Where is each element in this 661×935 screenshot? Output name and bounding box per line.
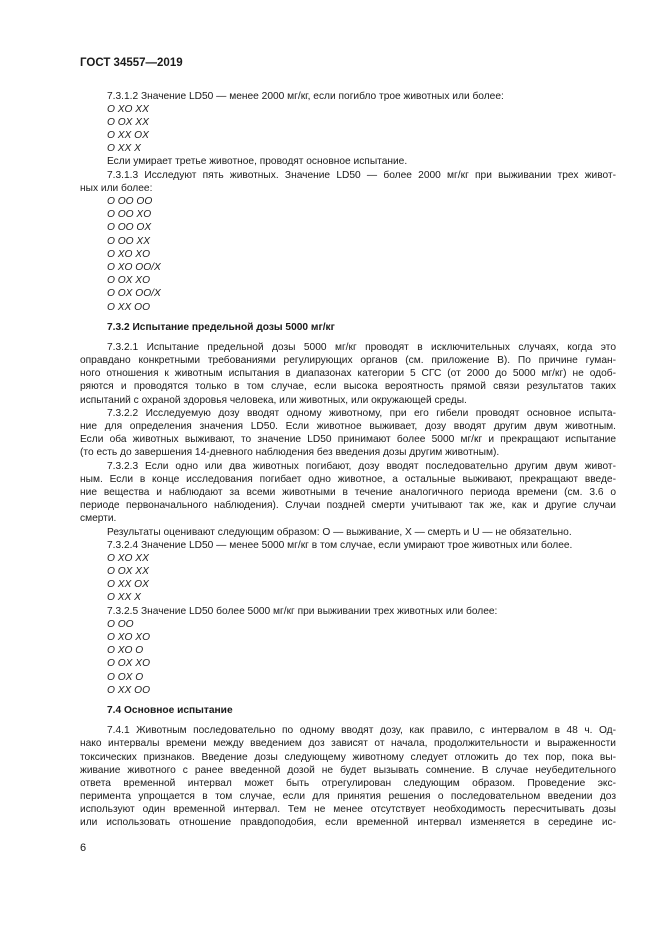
sequence-line: O OX OO/X — [107, 288, 161, 300]
sequence-line: O XO O — [107, 645, 144, 657]
text-line: Если умирает третье животное, проводят основное испытание. — [107, 156, 408, 168]
text-line: ние вещества и наблюдают за всеми животными в течение аналогичного периода времени (см. 3.6 о — [80, 486, 616, 498]
sequence-line: O XX X — [107, 143, 141, 155]
text-line: смерти. — [80, 513, 117, 525]
sequence-line: O XX OO — [107, 301, 151, 313]
text-line: ного отношения к животным испытания в диапазонах категории 5 СГС (от 2000 до 5000 мг/кг) не одоб- — [80, 368, 616, 380]
text-line: ных или более: — [80, 182, 153, 194]
sequence-line: O OO OX — [107, 222, 152, 234]
document-body — [80, 90, 616, 830]
sequence-line: O OX XX — [107, 116, 149, 128]
text-line: (то есть до завершения 14-дневного наблюдения без введения дозы другим животным). — [80, 447, 500, 459]
text-line: токсических признаков. Введение дозы следующему животному следует отложить до тех пор, пока вы- — [80, 751, 616, 763]
sequence-line: O XO XX — [107, 552, 149, 564]
text-line: ным. Если в конце исследования погибает одно животное, а остальные выживают, прекращают введе- — [80, 473, 616, 485]
text-line: 7.3.2.3 Если одно или два животных погибают, дозу вводят последовательно другим двум живот- — [107, 460, 616, 472]
sequence-line: O XX OO — [107, 684, 151, 696]
sequence-line: O OX XO — [107, 275, 151, 287]
text-line: ряются и проводятся только в том случае, если высока вероятность прямой связи результатов таких — [80, 381, 616, 393]
sequence-line: O XO OO/X — [107, 261, 161, 273]
sequence-line: O XO XO — [107, 632, 151, 643]
text-line: нако интервалы времени между введением доз зависят от начала, продолжительности и выраженности — [80, 738, 616, 750]
sequence-line: O XX OX — [107, 130, 149, 142]
text-line: испытаний с охраной здоровья человека, или животных, или окружающей среды. — [80, 394, 467, 406]
sequence-line: O OX XO — [107, 658, 151, 670]
sequence-line: O OO — [107, 618, 134, 630]
text-line: оправдано конкретными требованиями регулирующих органов (см. приложение В). По причине гуман- — [80, 355, 616, 367]
text-line: 7.3.1.3 Исследуют пять животных. Значение LD50 — более 2000 мг/кг при выживании трех живот- — [107, 169, 616, 181]
text-line: периоде первоначального наблюдения). Случаи поздней смерти учитывают так же, как и другие случаи — [80, 500, 616, 512]
sequence-line: O XO XO — [107, 248, 151, 260]
document-header: ГОСТ 34557—2019 — [80, 57, 183, 69]
page-number: 6 — [80, 842, 87, 854]
text-line: 7.3.2.4 Значение LD50 — менее 5000 мг/кг в том случае, если умирают трое животных или более. — [107, 539, 573, 551]
text-line: или использовать отношение правдоподобия, если временной интервал изменяется в середине ис- — [80, 817, 616, 829]
text-line: ние для определения значения LD50. Если животное выживает, дозу вводят другим двум животным. — [80, 421, 616, 432]
text-line: 7.3.2.5 Значение LD50 более 5000 мг/кг при выживании трех животных или более: — [107, 605, 498, 617]
text-line: 7.4.1 Животным последовательно по одному вводят дозу, как правило, с интервалом в 48 ч. Од- — [107, 725, 616, 737]
text-line: Результаты оценивают следующим образом: O — выживание, X — смерть и U — не обязательно. — [107, 526, 572, 538]
text-line: используют один временной интервал. Тем не менее отсутствует необходимость пересчитывать дозы — [80, 804, 616, 816]
text-line: Если оба животных выживают, то значение LD50 принимают более 5000 мг/кг и прекращают испытание — [80, 434, 616, 446]
sequence-line: O OO XO — [107, 209, 152, 221]
text-line: 7.3.1.2 Значение LD50 — менее 2000 мг/кг, если погибло трое животных или более: — [107, 90, 504, 102]
text-line: ответа временной интервал может быть отрегулирован следующим образом. Проведение экс- — [80, 777, 616, 789]
sequence-line: O XX OX — [107, 579, 149, 591]
sequence-line: O XO XX — [107, 103, 149, 115]
sequence-line: O OX XX — [107, 566, 149, 578]
text-line: 7.3.2.1 Испытание предельной дозы 5000 мг/кг проводят в исключительных случаях, когда это — [107, 341, 616, 353]
section-heading: 7.3.2 Испытание предельной дозы 5000 мг/кг — [107, 321, 335, 333]
section-heading: 7.4 Основное испытание — [107, 704, 233, 716]
sequence-line: O OO OO — [107, 196, 153, 207]
text-line: живание животного с ранее введенной дозой не будет вызывать сомнение. В случае неубедительного — [80, 764, 616, 776]
sequence-line: O OO XX — [107, 235, 151, 247]
sequence-line: O OX O — [107, 671, 144, 683]
text-line: перимента упрощается в том случае, если для принятия решения о последовательном введении доз — [80, 791, 616, 803]
text-line: 7.3.2.2 Исследуемую дозу вводят одному животному, при его гибели проводят основное испыта- — [107, 407, 616, 419]
sequence-line: O XX X — [107, 592, 141, 604]
